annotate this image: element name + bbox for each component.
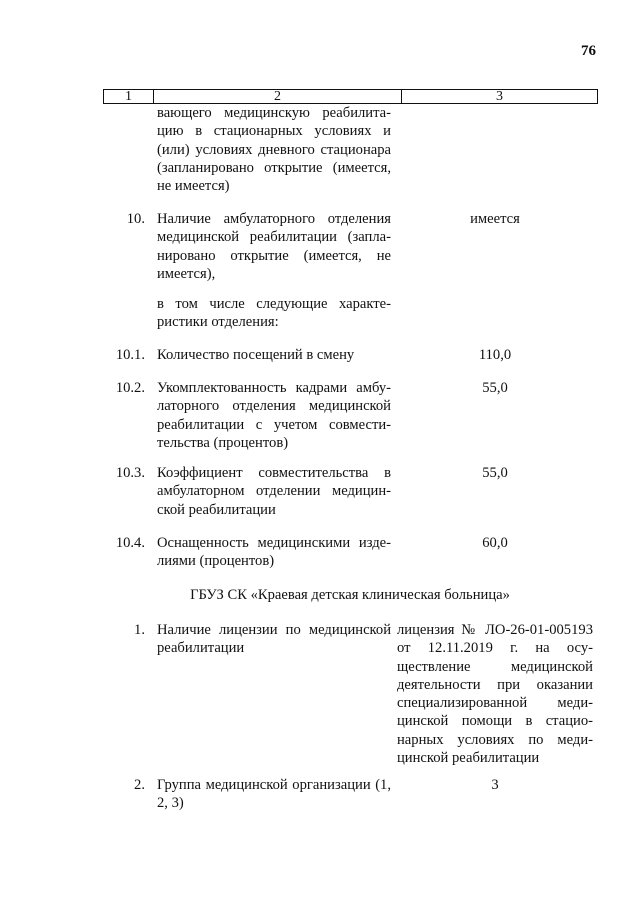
row-number: 10.2. (115, 380, 145, 396)
row-number: 10.4. (115, 535, 145, 551)
header-col-2: 2 (154, 90, 402, 103)
continuation-text: вающего медицинскую реабилита-цию в стационарных условиях и (или) условиях дневного стационара (запланировано открытие (имеется, не имеется) (157, 105, 391, 195)
row-value: лицензия № ЛО-26-01-005193 от 12.11.2019 г. на осу-ществление медицинской деятельности при оказании специализированной меди-цинской помощи в стацио-нарных условиях по меди-цинской реабилитации (397, 622, 593, 767)
row-number: 1. (134, 622, 145, 638)
page-number: 76 (581, 43, 596, 59)
row-description: Группа медицинской организации (1, 2, 3) (157, 777, 391, 812)
row-description: в том числе следующие характе-ристики отделения: (157, 296, 391, 331)
row-value: 60,0 (482, 535, 508, 551)
row-value: 110,0 (478, 347, 512, 363)
row-description: Наличие амбулаторного отделения медицинской реабилитации (запла-нировано открытие (имеется, не имеется), (157, 211, 391, 282)
row-description: Наличие лицензии по медицинской реабилитации (157, 622, 391, 657)
row-description: Укомплектованность кадрами амбу-латорного отделения медицинской реабилитации с учетом совмести-тельства (процентов) (157, 380, 391, 451)
row-description: Оснащенность медицинскими изде-лиями (процентов) (157, 535, 391, 570)
row-number: 2. (134, 777, 145, 793)
row-value: 3 (491, 777, 499, 793)
row-description: Коэффициент совместительства в амбулаторном отделении медицин-ской реабилитации (157, 465, 391, 518)
row-number: 10. (126, 211, 145, 227)
row-value: 55,0 (482, 380, 508, 396)
row-number: 10.3. (115, 465, 145, 481)
header-col-1: 1 (104, 90, 154, 103)
table-header (103, 89, 598, 104)
header-col-3: 3 (496, 89, 503, 104)
section-title: ГБУЗ СК «Краевая детская клиническая больница» (190, 587, 510, 603)
row-value: имеется (470, 211, 520, 227)
row-description: Количество посещений в смену (157, 347, 355, 363)
row-value: 55,0 (482, 465, 508, 481)
row-number: 10.1. (115, 347, 145, 363)
